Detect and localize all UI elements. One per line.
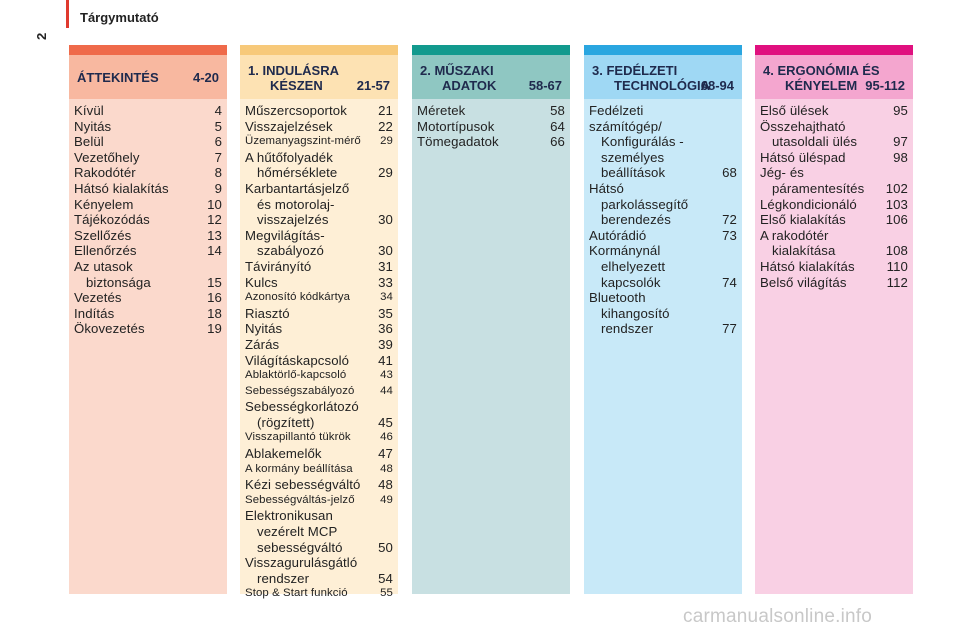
entry-label-line: Távirányító	[245, 258, 312, 274]
entry-label-line: Tömegadatok	[417, 134, 499, 150]
section-fedelzeti-technologia	[584, 45, 742, 594]
entry-page: 102	[885, 180, 908, 196]
entry-page: 8	[214, 165, 222, 181]
entry-label-line: Riasztó	[245, 305, 290, 321]
entry-page: 39	[378, 336, 393, 352]
entry-label-line: Sebességváltás-jelző	[245, 493, 355, 506]
entry-label-line: Hátsó kialakítás	[74, 180, 169, 196]
index-entry[interactable]	[760, 275, 908, 291]
entry-page: 47	[378, 446, 393, 462]
entry-label-line: kialakítása	[772, 243, 836, 259]
entry-label	[74, 243, 203, 259]
entry-label	[760, 275, 883, 291]
entry-label	[74, 197, 203, 213]
entry-page: 29	[380, 135, 393, 148]
entry-page: 45	[378, 414, 393, 430]
entry-label	[74, 103, 211, 119]
entry-label	[245, 399, 374, 430]
index-entry[interactable]	[74, 119, 222, 135]
entry-label-line: Autórádió	[589, 227, 647, 243]
entry-page: 73	[722, 227, 737, 243]
section-header[interactable]	[69, 55, 227, 99]
entry-label-line: Kormánynál	[589, 243, 661, 259]
index-entry[interactable]	[245, 508, 393, 555]
entry-label	[74, 165, 211, 181]
entry-page: 48	[378, 477, 393, 493]
entry-page: 98	[893, 149, 908, 165]
entry-label-line: Jég- és	[760, 165, 804, 181]
section-title: 3. FEDÉLZETI	[592, 63, 678, 78]
entry-label-line: A rakodótér	[760, 227, 829, 243]
entry-label	[760, 103, 889, 119]
entry-page: 5	[214, 118, 222, 134]
section-title-line2: KÉSZEN	[270, 78, 323, 93]
entry-label-line: hőmérséklete	[257, 165, 338, 181]
entry-label	[760, 259, 883, 275]
index-entry[interactable]	[245, 477, 393, 493]
entry-page: 74	[722, 274, 737, 290]
entry-label	[760, 119, 889, 150]
entry-label	[760, 212, 882, 228]
entry-page: 103	[885, 196, 908, 212]
index-entry[interactable]	[417, 134, 565, 150]
entry-label-line: Visszagurulásgátló	[245, 555, 358, 571]
entry-label-line: Ablakemelők	[245, 446, 322, 462]
section-indulasra-keszen	[240, 45, 398, 600]
section-header[interactable]	[240, 55, 398, 99]
entry-label	[589, 243, 718, 290]
entry-page: 7	[214, 149, 222, 165]
entry-page: 108	[885, 243, 908, 259]
section-page-range: 21-57	[356, 78, 390, 93]
entry-label-line: személyes	[601, 149, 665, 165]
entry-label-line: Műszercsoportok	[245, 103, 347, 118]
entry-label	[245, 508, 374, 555]
entry-label-line: Ellenőrzés	[74, 243, 137, 259]
index-entry[interactable]	[417, 103, 565, 119]
entry-page: 21	[378, 103, 393, 118]
entry-label-line: Ablaktörlő-kapcsoló	[245, 369, 347, 382]
entry-label	[74, 259, 203, 290]
index-entry[interactable]	[589, 103, 737, 181]
section-attekintes	[69, 45, 227, 594]
index-entry[interactable]	[245, 430, 393, 446]
entry-label	[245, 103, 374, 119]
entry-label-line: szabályozó	[257, 243, 324, 259]
entry-label-line: Fedélzeti számítógép/	[589, 103, 662, 134]
entry-page: 33	[378, 274, 393, 290]
entry-label-line: Konfigurálás -	[601, 134, 684, 150]
index-entry[interactable]	[760, 259, 908, 275]
entry-label	[245, 306, 374, 322]
section-page-range: 4-20	[192, 70, 219, 85]
index-entry[interactable]	[74, 212, 222, 228]
entry-label-line: kihangosító	[601, 305, 670, 321]
section-entries	[412, 99, 570, 594]
section-title: 2. MŰSZAKI	[420, 63, 494, 78]
index-entry[interactable]	[74, 165, 222, 181]
index-entry[interactable]	[245, 103, 393, 119]
entry-label	[245, 337, 374, 353]
index-entry[interactable]	[245, 119, 393, 135]
entry-page: 13	[207, 227, 222, 243]
index-entry[interactable]	[760, 212, 908, 228]
entry-label	[245, 555, 374, 586]
section-title: 1. INDULÁSRA	[248, 63, 340, 78]
entry-page: 106	[885, 212, 908, 228]
entry-label	[760, 165, 882, 196]
index-entry[interactable]	[589, 181, 737, 228]
entry-label	[74, 212, 203, 228]
section-muszaki-adatok	[412, 45, 570, 594]
entry-label-line: Nyitás	[245, 321, 283, 337]
index-entry[interactable]	[589, 290, 737, 337]
entry-label	[74, 290, 203, 306]
index-entry[interactable]	[74, 290, 222, 306]
entry-page: 19	[207, 321, 222, 337]
entry-label-line: Kézi sebességváltó	[245, 477, 361, 493]
entry-page: 68	[722, 165, 737, 181]
section-header[interactable]	[755, 55, 913, 99]
section-entries	[584, 99, 742, 594]
entry-label-line: Kényelem	[74, 196, 134, 212]
section-color-strip	[584, 45, 742, 55]
entry-page: 49	[380, 493, 393, 506]
entry-label	[245, 321, 374, 337]
section-header[interactable]	[412, 55, 570, 99]
entry-page: 29	[378, 165, 393, 181]
entry-label-line: Légkondicionáló	[760, 196, 857, 212]
entry-page: 58	[550, 103, 565, 118]
header-accent-bar	[66, 0, 69, 28]
index-entry[interactable]	[245, 134, 393, 150]
entry-label-line: Méretek	[417, 103, 466, 118]
entry-page: 72	[722, 212, 737, 228]
section-title-line2: TECHNOLÓGIA	[614, 78, 711, 93]
section-title-line2: ADATOK	[442, 78, 497, 93]
entry-label	[245, 430, 376, 446]
entry-label-line: Üzemanyagszint-mérő	[245, 135, 361, 148]
entry-label	[589, 181, 718, 228]
index-entry[interactable]	[760, 150, 908, 166]
index-entry[interactable]	[74, 228, 222, 244]
entry-page: 44	[380, 384, 393, 397]
entry-label-line: berendezés	[601, 212, 671, 228]
entry-page: 4	[214, 103, 222, 118]
entry-page: 46	[380, 431, 393, 444]
entry-label	[245, 586, 376, 602]
index-entry[interactable]	[245, 337, 393, 353]
entry-label-line: Vezetés	[74, 290, 122, 306]
entry-page: 14	[207, 243, 222, 259]
entry-label-line: A kormány beállítása	[245, 462, 353, 475]
entry-page: 48	[380, 462, 393, 475]
entry-label-line: (rögzített)	[257, 414, 315, 430]
entry-label-line: Karbantartásjelző	[245, 180, 350, 196]
section-page-range: 68-94	[700, 78, 734, 93]
index-entry[interactable]	[245, 399, 393, 430]
entry-label-line: rendszer	[257, 570, 310, 586]
entry-label	[74, 321, 203, 337]
entry-page: 66	[550, 134, 565, 150]
entry-page: 10	[207, 196, 222, 212]
section-page-range: 95-112	[865, 78, 905, 93]
entry-label-line: Ökovezetés	[74, 321, 145, 337]
entry-page: 55	[380, 587, 393, 600]
index-entry[interactable]	[74, 243, 222, 259]
entry-label-line: Nyitás	[74, 118, 112, 134]
index-entry[interactable]	[760, 165, 908, 196]
entry-page: 12	[207, 212, 222, 228]
entry-label	[760, 197, 882, 213]
index-entry[interactable]	[245, 228, 393, 259]
entry-label	[74, 119, 211, 135]
entry-page: 16	[207, 290, 222, 306]
entry-label-line: rendszer	[601, 321, 654, 337]
entry-label	[417, 103, 546, 119]
section-header[interactable]	[584, 55, 742, 99]
entry-label-line: páramentesítés	[772, 180, 865, 196]
entry-label-line: Belső világítás	[760, 274, 847, 290]
entry-label-line: és motorolaj-	[257, 196, 335, 212]
entry-label	[589, 290, 718, 337]
entry-label-line: utasoldali ülés	[772, 134, 858, 150]
entry-label	[245, 462, 376, 478]
entry-label	[245, 275, 374, 291]
index-entry[interactable]	[245, 353, 393, 369]
section-color-strip	[240, 45, 398, 55]
index-entry[interactable]	[74, 181, 222, 197]
entry-label-line: Első kialakítás	[760, 212, 846, 228]
section-page-range: 58-67	[528, 78, 562, 93]
section-color-strip	[755, 45, 913, 55]
entry-page: 36	[378, 321, 393, 337]
entry-label-line: Világításkapcsoló	[245, 352, 350, 368]
entry-page: 50	[378, 539, 393, 555]
entry-label	[74, 150, 211, 166]
entry-label-line: Tájékozódás	[74, 212, 150, 228]
entry-label	[245, 477, 374, 493]
entry-label-line: Bluetooth	[589, 290, 646, 306]
entry-label	[245, 446, 374, 462]
index-entry[interactable]	[245, 446, 393, 462]
entry-label	[245, 228, 374, 259]
entry-label	[74, 134, 211, 150]
index-entry[interactable]	[589, 243, 737, 290]
entry-page: 31	[378, 258, 393, 274]
index-entry[interactable]	[74, 321, 222, 337]
entry-label-line: Rakodótér	[74, 165, 136, 181]
section-title: ÁTTEKINTÉS	[77, 70, 159, 85]
index-entry[interactable]	[760, 228, 908, 259]
entry-label	[245, 290, 376, 306]
entry-page: 41	[378, 352, 393, 368]
index-entry[interactable]	[245, 290, 393, 306]
entry-label	[589, 228, 718, 244]
entry-label-line: Motortípusok	[417, 118, 495, 134]
entry-label-line: vezérelt MCP	[257, 524, 338, 540]
entry-label-line: A hűtőfolyadék	[245, 149, 333, 165]
index-entry[interactable]	[74, 259, 222, 290]
entry-page: 9	[214, 180, 222, 196]
entry-label-line: Sebességkorlátozó	[245, 399, 359, 415]
index-entry[interactable]	[245, 306, 393, 322]
entry-label	[74, 306, 203, 322]
entry-label	[74, 228, 203, 244]
index-entry[interactable]	[245, 462, 393, 478]
entry-page: 95	[893, 103, 908, 118]
section-color-strip	[69, 45, 227, 55]
entry-label-line: Elektronikusan	[245, 508, 333, 524]
page-title: Tárgymutató	[80, 10, 159, 25]
entry-label	[245, 353, 374, 369]
section-color-strip	[412, 45, 570, 55]
entry-page: 110	[886, 258, 908, 274]
entry-label-line: Megvilágítás-	[245, 227, 325, 243]
entry-label-line: beállítások	[601, 165, 666, 181]
entry-page: 54	[378, 570, 393, 586]
page-number: 2	[34, 32, 49, 40]
entry-label-line: Visszajelzések	[245, 118, 333, 134]
entry-label-line: Vezetőhely	[74, 149, 140, 165]
index-entry[interactable]	[245, 555, 393, 586]
entry-label-line: visszajelzés	[257, 212, 329, 228]
index-entry[interactable]	[74, 150, 222, 166]
entry-page: 34	[380, 291, 393, 304]
entry-label-line: sebességváltó	[257, 539, 343, 555]
entry-page: 97	[893, 134, 908, 150]
entry-page: 18	[207, 305, 222, 321]
entry-label	[245, 181, 374, 228]
index-entry[interactable]	[74, 197, 222, 213]
entry-label-line: kapcsolók	[601, 274, 661, 290]
index-entry[interactable]	[245, 368, 393, 384]
index-entry[interactable]	[245, 259, 393, 275]
entry-label	[245, 134, 376, 150]
entry-label-line: Azonosító kódkártya	[245, 291, 351, 304]
index-entry[interactable]	[589, 228, 737, 244]
entry-label-line: biztonsága	[86, 274, 151, 290]
entry-label-line: Sebességszabályozó	[245, 384, 355, 397]
entry-label	[245, 119, 374, 135]
index-entry[interactable]	[245, 275, 393, 291]
entry-label	[589, 103, 718, 181]
entry-label-line: Hátsó üléspad	[760, 149, 846, 165]
entry-label-line: Zárás	[245, 336, 280, 352]
entry-label	[417, 119, 546, 135]
entry-page: 77	[722, 321, 737, 337]
entry-label	[74, 181, 211, 197]
section-title-line2: KÉNYELEM	[785, 78, 858, 93]
index-entry[interactable]	[760, 119, 908, 150]
index-entry[interactable]	[417, 119, 565, 135]
entry-label	[245, 259, 374, 275]
entry-label-line: Első ülések	[760, 103, 829, 118]
index-entry[interactable]	[74, 134, 222, 150]
entry-label-line: Belül	[74, 134, 104, 150]
entry-label-line: Kulcs	[245, 274, 278, 290]
index-entry[interactable]	[245, 586, 393, 602]
entry-label	[245, 150, 374, 181]
entry-label-line: Visszapillantó tükrök	[245, 431, 351, 444]
index-entry[interactable]	[245, 321, 393, 337]
index-entry[interactable]	[245, 181, 393, 228]
entry-label-line: parkolássegítő	[601, 196, 689, 212]
index-entry[interactable]	[74, 306, 222, 322]
entry-label-line: Hátsó	[589, 180, 624, 196]
section-entries	[240, 99, 398, 600]
section-ergonomia-kenyelem	[755, 45, 913, 594]
entry-label-line: Stop & Start funkció	[245, 587, 348, 600]
entry-label-line: Az utasok	[74, 258, 133, 274]
index-entry[interactable]	[245, 384, 393, 400]
entry-label-line: elhelyezett	[601, 258, 666, 274]
section-entries	[69, 99, 227, 594]
entry-page: 64	[550, 118, 565, 134]
entry-label	[760, 228, 882, 259]
index-entry[interactable]	[760, 197, 908, 213]
index-entry[interactable]	[74, 103, 222, 119]
entry-page: 112	[886, 274, 908, 290]
section-title: 4. ERGONÓMIA ÉS	[763, 63, 880, 78]
entry-page: 30	[378, 243, 393, 259]
section-entries	[755, 99, 913, 594]
entry-label-line: Hátsó kialakítás	[760, 258, 855, 274]
entry-label	[245, 384, 376, 400]
entry-label	[245, 493, 376, 509]
entry-label-line: Kívül	[74, 103, 104, 118]
index-entry[interactable]	[760, 103, 908, 119]
entry-page: 15	[207, 274, 222, 290]
entry-label	[417, 134, 546, 150]
entry-label-line: Indítás	[74, 305, 115, 321]
watermark: carmanualsonline.info	[683, 606, 873, 627]
entry-label	[245, 368, 376, 384]
entry-page: 35	[378, 305, 393, 321]
entry-label-line: Összehajtható	[760, 118, 846, 134]
entry-label	[760, 150, 889, 166]
entry-label-line: Szellőzés	[74, 227, 132, 243]
index-entry[interactable]	[245, 493, 393, 509]
entry-page: 6	[214, 134, 222, 150]
entry-page: 43	[380, 369, 393, 382]
entry-page: 30	[378, 212, 393, 228]
entry-page: 22	[378, 118, 393, 134]
index-entry[interactable]	[245, 150, 393, 181]
